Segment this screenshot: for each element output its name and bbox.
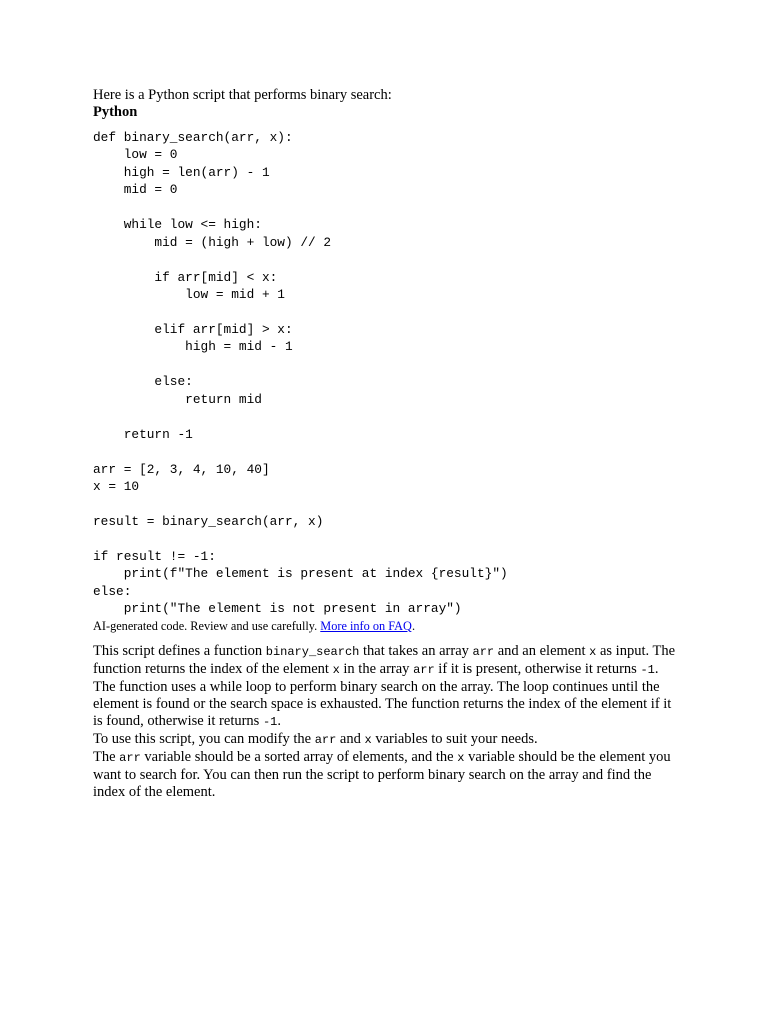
code-line: mid = 0	[93, 182, 178, 198]
code-line: high = mid - 1	[93, 339, 293, 355]
code-block[interactable]	[93, 129, 683, 618]
code-line: low = 0	[93, 147, 178, 163]
text-span: .	[277, 712, 281, 729]
text-span: in the array	[339, 660, 414, 677]
text-span: and	[336, 730, 365, 747]
faq-link[interactable]: More info on FAQ	[320, 618, 412, 633]
text-span: as input. The function returns the index of the element	[93, 642, 676, 677]
usage-paragraph	[93, 731, 683, 749]
intro-text: Here is a Python script that performs binary search:	[93, 87, 392, 103]
code-line	[93, 443, 683, 460]
code-line: return -1	[93, 426, 193, 442]
code-line	[93, 530, 683, 547]
inline-code: arr	[472, 644, 495, 659]
code-line	[93, 199, 683, 216]
code-line	[93, 356, 683, 373]
code-line: if result != -1:	[93, 548, 216, 564]
code-line: low = mid + 1	[93, 287, 285, 303]
inline-code: arr	[413, 662, 435, 677]
code-line: def binary_search(arr, x):	[93, 130, 293, 145]
code-line: print("The element is not present in array")	[93, 601, 462, 617]
code-line	[93, 408, 683, 425]
code-line: while low <= high:	[93, 217, 262, 233]
text-span: variables to suit your needs.	[371, 730, 538, 747]
text-span: variable should be a sorted array of elements, and the	[140, 748, 458, 765]
document-body	[93, 87, 683, 801]
text-span: variable should be the element you want to search for. You can then run the script to perform binary search on the array and find the index of the element.	[93, 748, 671, 800]
variables-paragraph	[93, 749, 683, 801]
code-line: if arr[mid] < x:	[93, 269, 278, 285]
disclaimer-suffix: .	[411, 618, 416, 633]
text-span: if it is present, otherwise it returns	[434, 660, 641, 677]
code-line: result = binary_search(arr, x)	[93, 513, 324, 529]
code-line	[93, 496, 683, 513]
code-line: high = len(arr) - 1	[93, 164, 270, 180]
code-line: return mid	[93, 391, 262, 407]
inline-code: x	[457, 750, 465, 765]
code-line: mid = (high + low) // 2	[93, 234, 332, 250]
text-span: To use this script, you can modify the	[93, 730, 315, 747]
inline-code: x	[332, 662, 340, 677]
inline-code: -1	[262, 714, 278, 729]
inline-code: binary_search	[265, 644, 360, 659]
text-span: and an element	[494, 642, 590, 659]
text-span: that takes an array	[359, 642, 473, 659]
code-line: else:	[93, 583, 132, 599]
code-line	[93, 304, 683, 321]
text-span: The	[93, 748, 120, 765]
inline-code: arr	[119, 750, 141, 765]
code-line: arr = [2, 3, 4, 10, 40]	[93, 461, 270, 477]
inline-code: arr	[314, 732, 337, 747]
text-span: . The function uses a while loop to perform binary search on the array. The loop continues until the element is found or the search space is exhausted. The function returns the index of the element if it is found, otherwise it returns	[93, 660, 672, 729]
code-language-label: Python	[93, 104, 138, 120]
code-line: elif arr[mid] > x:	[93, 321, 293, 337]
code-line: x = 10	[93, 479, 140, 495]
inline-code: -1	[640, 662, 655, 677]
code-line: else:	[93, 374, 193, 390]
code-line: print(f"The element is present at index {result}")	[93, 566, 508, 582]
inline-code: x	[364, 732, 372, 747]
text-span: This script defines a function	[93, 642, 266, 659]
disclaimer-text: AI-generated code. Review and use carefully.	[93, 618, 318, 633]
inline-code: x	[589, 644, 597, 659]
ai-disclaimer	[93, 619, 683, 634]
code-line	[93, 251, 683, 268]
explanation-paragraph	[93, 643, 683, 731]
